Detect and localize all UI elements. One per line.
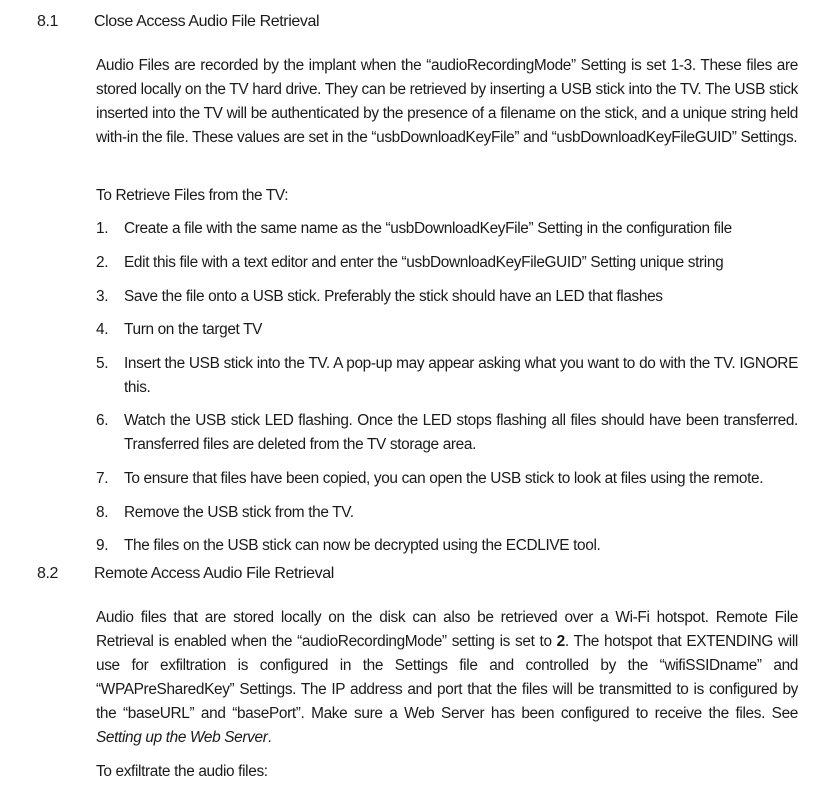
- section-heading-8-1: [37, 11, 319, 33]
- step-number: 6.: [96, 412, 109, 429]
- section-8-2-steps-intro: To exfiltrate the audio files:: [96, 763, 268, 780]
- list-item: [96, 409, 798, 457]
- list-item: [96, 467, 798, 491]
- section-number: 8.2: [37, 565, 59, 582]
- step-text: Turn on the target TV: [124, 321, 263, 338]
- section-title: Close Access Audio File Retrieval: [94, 13, 320, 30]
- step-text: Insert the USB stick into the TV. A pop-up may appear asking what you want to do with the TV. IGNORE this.: [124, 355, 798, 396]
- step-number: 5.: [96, 355, 109, 372]
- step-text: Watch the USB stick LED flashing. Once the LED stops flashing all files should have been transferred. Transferred files are deleted from the TV storage area.: [124, 412, 798, 453]
- list-item: [96, 285, 798, 309]
- section-heading-8-2: [37, 563, 334, 585]
- list-item: [96, 534, 798, 558]
- step-number: 9.: [96, 537, 109, 554]
- list-item: [96, 501, 798, 525]
- step-text: Edit this file with a text editor and enter the “usbDownloadKeyFileGUID” Setting unique string: [124, 254, 724, 271]
- section-number: 8.1: [37, 13, 59, 30]
- step-number: 3.: [96, 288, 109, 305]
- step-text: Remove the USB stick from the TV.: [124, 504, 354, 521]
- step-number: 7.: [96, 470, 109, 487]
- section-title: Remote Access Audio File Retrieval: [94, 565, 334, 582]
- section-8-1-intro-paragraph: Audio Files are recorded by the implant when the “audioRecordingMode” Setting is set 1-3. These files are stored locally on the TV hard drive. They can be retrieved by inserting a USB stick into the TV. The USB stick inserted into the TV will be authenticated by the presence of a filename on the stick, and a unique string held with-in the file. These values are set in the “usbDownloadKeyFile” and “usbDownloadKeyFileGUID” Settings.: [96, 57, 798, 146]
- list-item: [96, 352, 798, 400]
- step-text: Save the file onto a USB stick. Preferably the stick should have an LED that flashes: [124, 288, 663, 305]
- list-item: [96, 318, 798, 342]
- step-number: 1.: [96, 220, 109, 237]
- paragraph-text-part1: Audio files that are stored locally on the disk can also be retrieved over a Wi-Fi hotspot. Remote File Retrieval is enabled when the “audioRecordingMode” setting is set to: [96, 609, 798, 650]
- paragraph-text-end: .: [267, 729, 272, 746]
- section-8-1-steps-intro: To Retrieve Files from the TV:: [96, 187, 289, 204]
- paragraph-reference: Setting up the Web Server: [96, 729, 268, 746]
- step-text: Create a file with the same name as the “usbDownloadKeyFile” Setting in the configuration file: [124, 220, 732, 237]
- step-number: 2.: [96, 254, 109, 271]
- section-8-2-paragraph: [96, 606, 798, 750]
- paragraph-text-part2: . The hotspot that EXTENDING will use for exfiltration is configured in the Settings file and controlled by the “wifiSSIDname” and “WPAPreSharedKey” Settings. The IP address and port that the files will be transmitted to is configured by the “baseURL” and “basePort”. Make sure a Web Server has been configured to receive the files. See: [96, 633, 798, 722]
- list-item: [96, 251, 798, 275]
- step-number: 8.: [96, 504, 109, 521]
- step-text: The files on the USB stick can now be decrypted using the ECDLIVE tool.: [124, 537, 601, 554]
- step-text: To ensure that files have been copied, you can open the USB stick to look at files using the remote.: [124, 470, 764, 487]
- step-number: 4.: [96, 321, 109, 338]
- list-item: [96, 217, 798, 241]
- paragraph-bold-value: 2: [556, 633, 565, 650]
